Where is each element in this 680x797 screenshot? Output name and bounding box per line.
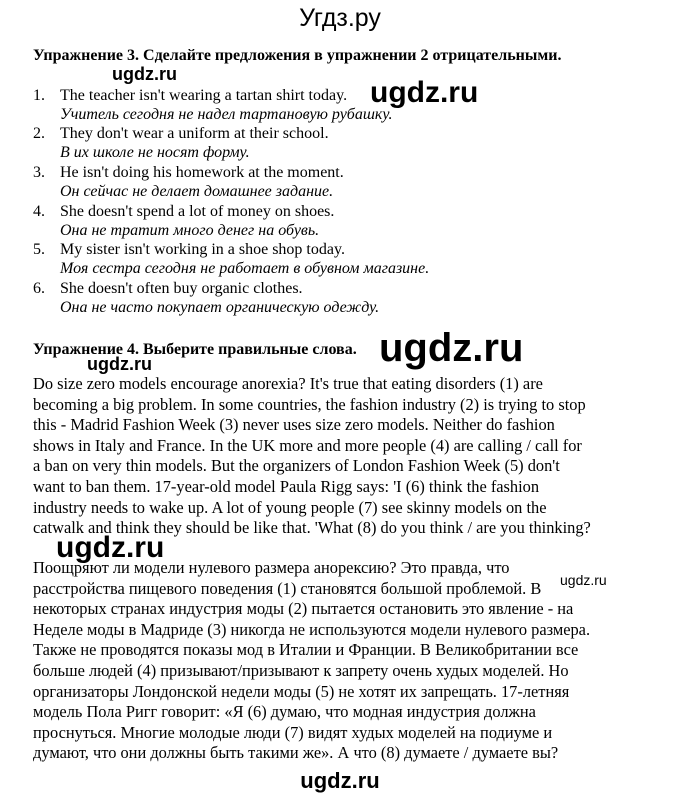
list-item-russian: В их школе не носят форму. [60, 144, 250, 161]
list-item-russian: Он сейчас не делает домашнее задание. [60, 183, 334, 200]
list-item-russian: Она не тратит много денег на обувь. [60, 222, 320, 239]
list-item-english: They don't wear a uniform at their school. [60, 125, 329, 142]
watermark: ugdz.ru [56, 531, 165, 564]
list-item-english: She doesn't spend a lot of money on shoes. [60, 203, 335, 220]
list-item-number: 2. [33, 125, 45, 142]
list-item-english: He isn't doing his homework at the moment. [60, 164, 344, 181]
watermark: ugdz.ru [87, 354, 152, 374]
site-title: Угдз.ру [299, 4, 381, 32]
list-item-number: 3. [33, 164, 45, 181]
watermark: ugdz.ru [370, 76, 479, 109]
watermark: ugdz.ru [112, 64, 177, 84]
list-item-english: My sister isn't working in a shoe shop today. [60, 241, 345, 258]
exercise-4-heading: Упражнение 4. Выберите правильные слова. [33, 341, 357, 358]
exercise-4-paragraph-english: Do size zero models encourage anorexia? It's true that eating disorders (1) are becoming a big problem. In some countries, the fashion industry (2) is trying to stop this - Madrid Fashion Week (3) never uses size zero models. Neither do fashion shows in Italy and France. In the UK more and more people (4) are calling / call for a ban on very thin models. But the organizers of London Fashion Week (5) don't want to ban them. 17-year-old model Paula Rigg says: 'I (6) think the fashion industry needs to wake up. A lot of young people (7) see skinny models on the catwalk and think they should be like that. 'What (8) do you think / are you thinking? [33, 374, 591, 538]
list-item-russian: Моя сестра сегодня не работает в обувном магазине. [60, 260, 430, 277]
watermark: ugdz.ru [379, 326, 524, 370]
list-item-russian: Учитель сегодня не надел тартановую рубашку. [60, 106, 393, 123]
list-item-number: 5. [33, 241, 45, 258]
footer-watermark: ugdz.ru [300, 768, 380, 793]
exercise-3-heading: Упражнение 3. Сделайте предложения в упражнении 2 отрицательными. [33, 47, 562, 64]
list-item-russian: Она не часто покупает органическую одежду. [60, 299, 380, 316]
watermark: ugdz.ru [560, 572, 607, 588]
list-item-english: She doesn't often buy organic clothes. [60, 280, 303, 297]
list-item-number: 4. [33, 203, 45, 220]
list-item-number: 6. [33, 280, 45, 297]
list-item-english: The teacher isn't wearing a tartan shirt today. [60, 87, 348, 104]
list-item-number: 1. [33, 87, 45, 104]
exercise-4-paragraph-russian: Поощряют ли модели нулевого размера анорексию? Это правда, что расстройства пищевого поведения (1) становятся большой проблемой. В некоторых странах индустрия моды (2) пытается остановить это явление - на Неделе моды в Мадриде (3) никогда не используются модели нулевого размера. Также не проводятся показы мод в Италии и Франции. В Великобритании все больше людей (4) призывают/призывают к запрету очень худых моделей. Но организаторы Лондонской недели моды (5) не хотят их запрещать. 17-летняя модель Пола Ригг говорит: «Я (6) думаю, что модная индустрия должна проснуться. Многие молодые люди (7) видят худых моделей на подиуме и думают, что они должны быть такими же». А что (8) думаете / думаете вы? [33, 558, 591, 763]
